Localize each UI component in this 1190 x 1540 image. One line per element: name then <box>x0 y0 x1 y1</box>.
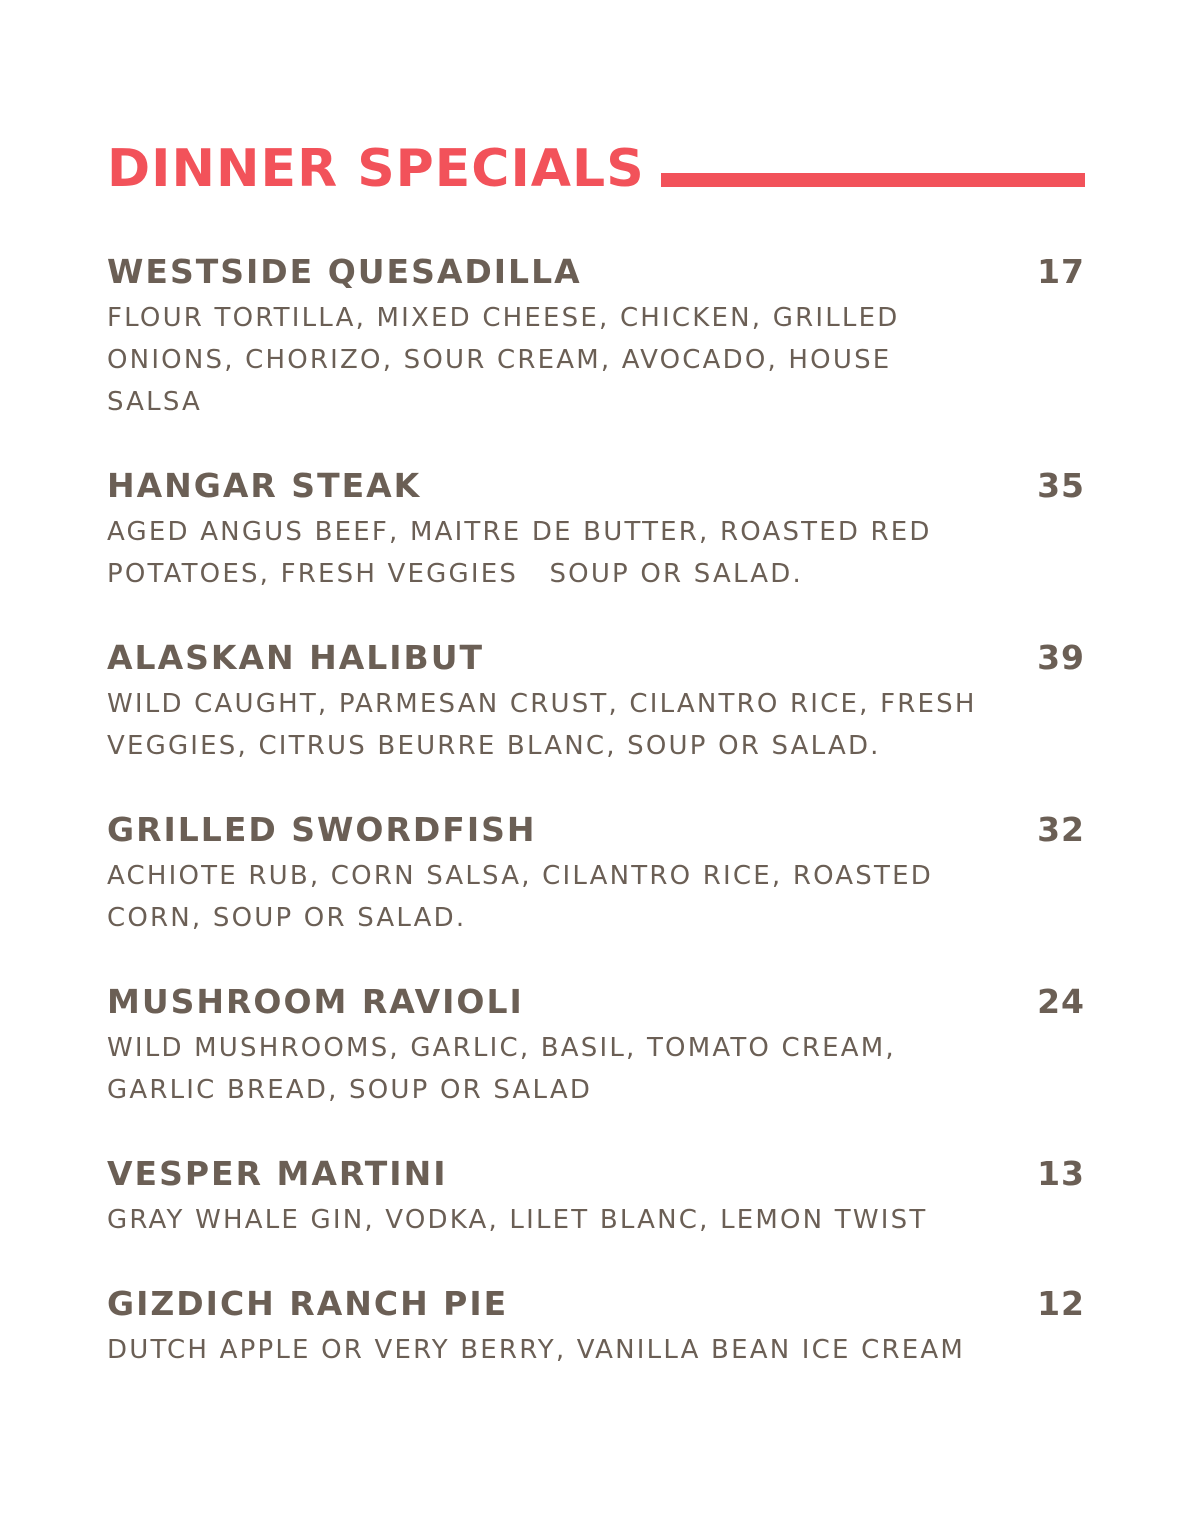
menu-item-header <box>107 980 1085 1024</box>
menu-item-description: ACHIOTE RUB, CORN SALSA, CILANTRO RICE, ROASTED CORN, SOUP OR SALAD. <box>107 861 933 933</box>
menu-item-name: HANGAR STEAK <box>107 466 422 505</box>
menu-item-header <box>107 1152 1085 1196</box>
menu-item-name: VESPER MARTINI <box>107 1154 448 1193</box>
title-divider <box>661 173 1085 187</box>
menu-item-name: MUSHROOM RAVIOLI <box>107 982 524 1021</box>
menu-item-header <box>107 1282 1085 1326</box>
menu-item-price: 12 <box>1037 1284 1085 1323</box>
menu-item-header <box>107 636 1085 680</box>
menu-item-description: AGED ANGUS BEEF, MAITRE DE BUTTER, ROASTED RED POTATOES, FRESH VEGGIES SOUP OR SALAD. <box>107 517 932 589</box>
menu-item-price: 13 <box>1037 1154 1085 1193</box>
menu-header <box>107 138 1085 200</box>
menu-item-header <box>107 250 1085 294</box>
menu-item <box>107 464 1085 595</box>
menu-item-description: WILD MUSHROOMS, GARLIC, BASIL, TOMATO CREAM, GARLIC BREAD, SOUP OR SALAD <box>107 1033 896 1105</box>
menu-item <box>107 1152 1085 1241</box>
page-title: DINNER SPECIALS <box>107 139 645 199</box>
menu-item-header <box>107 808 1085 852</box>
menu-item-name: GRILLED SWORDFISH <box>107 810 537 849</box>
menu-item <box>107 636 1085 767</box>
menu-item-price: 17 <box>1037 252 1085 291</box>
menu-item-description: DUTCH APPLE OR VERY BERRY, VANILLA BEAN ICE CREAM <box>107 1335 965 1365</box>
menu-item-description: WILD CAUGHT, PARMESAN CRUST, CILANTRO RICE, FRESH VEGGIES, CITRUS BEURRE BLANC, SOUP OR SALAD. <box>107 689 977 761</box>
menu-item-header <box>107 464 1085 508</box>
menu-item-price: 35 <box>1037 466 1085 505</box>
menu-item-name: WESTSIDE QUESADILLA <box>107 252 582 291</box>
menu-item-price: 39 <box>1037 638 1085 677</box>
menu-item-description: GRAY WHALE GIN, VODKA, LILET BLANC, LEMON TWIST <box>107 1205 928 1235</box>
menu-item <box>107 808 1085 939</box>
menu-item-price: 32 <box>1037 810 1085 849</box>
menu-item <box>107 980 1085 1111</box>
menu-item-name: GIZDICH RANCH PIE <box>107 1284 509 1323</box>
menu-item <box>107 1282 1085 1371</box>
menu-item-name: ALASKAN HALIBUT <box>107 638 485 677</box>
menu-item-price: 24 <box>1037 982 1085 1021</box>
menu-item <box>107 250 1085 423</box>
menu-item-description: FLOUR TORTILLA, MIXED CHEESE, CHICKEN, GRILLED ONIONS, CHORIZO, SOUR CREAM, AVOCADO, HOUSE SALSA <box>107 303 900 417</box>
